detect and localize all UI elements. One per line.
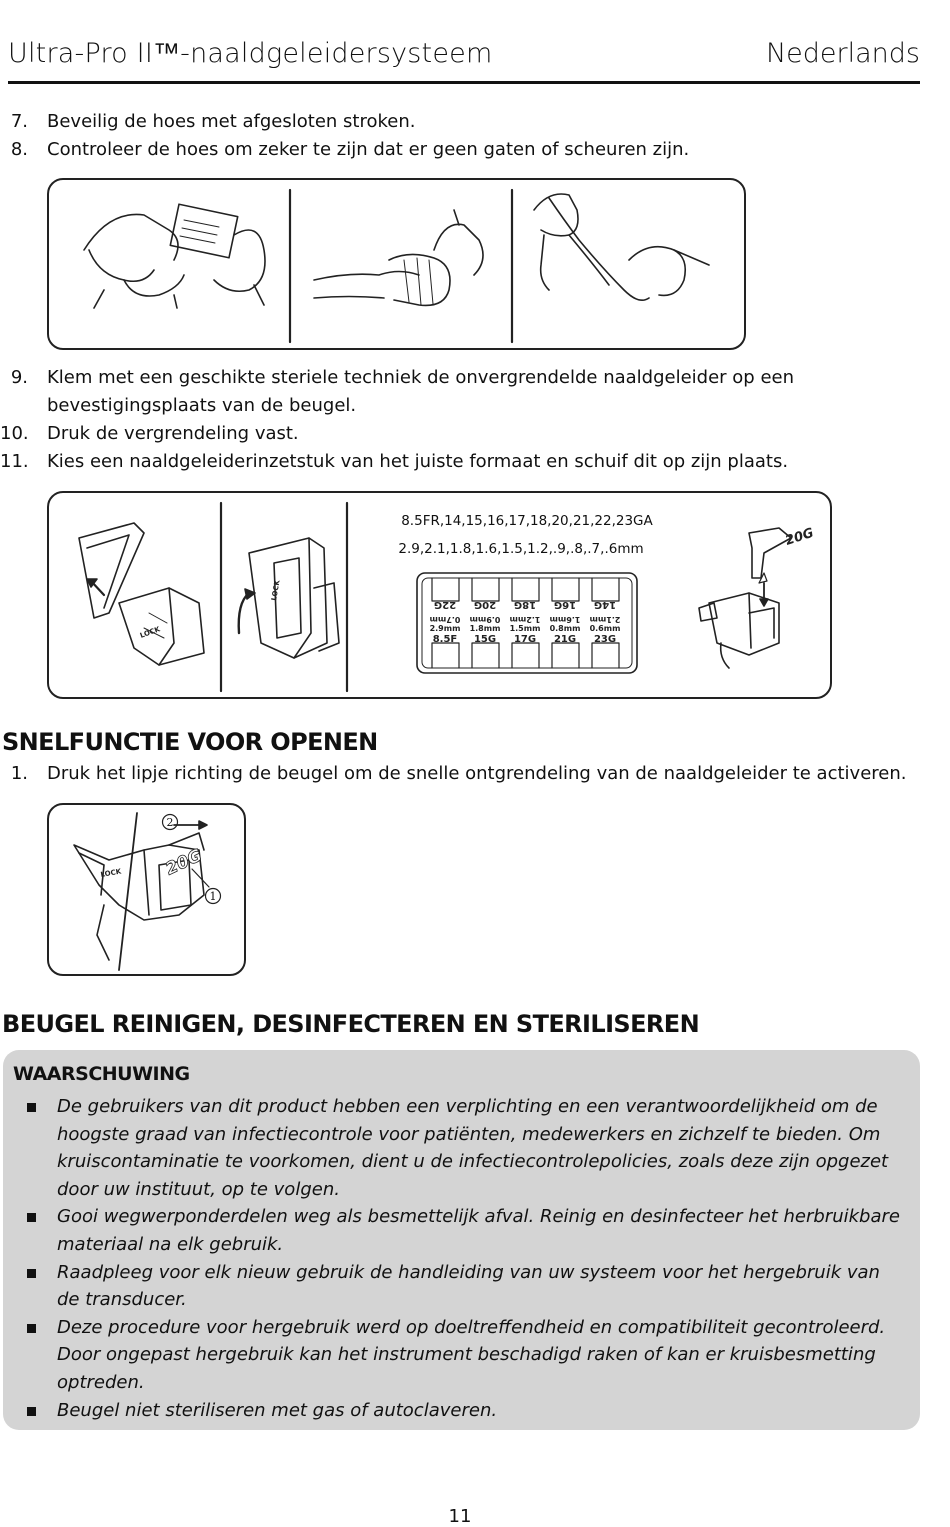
cover-illustration-panel <box>47 178 746 350</box>
insert-bottom-mm: 2.9mm <box>429 624 461 633</box>
step-text: Druk de vergrendeling vast. <box>47 423 299 444</box>
warning-box <box>3 1050 920 1430</box>
step-list-b <box>0 364 930 476</box>
step-number: 1. <box>10 763 28 784</box>
hands-checking-cover-illustration <box>534 194 709 300</box>
list-item <box>0 364 930 420</box>
step-number: 8. <box>10 139 28 160</box>
bullet-icon <box>27 1269 36 1278</box>
insert-bottom-mm: 0.6mm <box>589 624 621 633</box>
section-heading-quick-release: SNELFUNCTIE VOOR OPENEN <box>2 728 378 756</box>
gauge-list-text: 8.5FR,14,15,16,17,18,20,21,22,23GA <box>401 513 653 529</box>
insert-top-mm: 2.1mm <box>589 615 621 624</box>
section-heading-cleaning: BEUGEL REINIGEN, DESINFECTEREN EN STERILISEREN <box>2 1010 700 1038</box>
list-item <box>3 1259 908 1314</box>
insert-top-mm: 0.9mm <box>469 615 501 624</box>
bracket-insert-panel <box>47 491 832 699</box>
mm-list-text: 2.9,2.1,1.8,1.6,1.5,1.2,.9,.8,.7,.6mm <box>398 541 644 557</box>
insert-top-mm: 1.6mm <box>549 615 581 624</box>
bullet-icon <box>27 1407 36 1416</box>
list-item <box>0 136 930 164</box>
bullet-icon <box>27 1103 36 1112</box>
insert-bottom-label: 15G <box>473 634 497 645</box>
bracket-insert-illustrations <box>49 493 832 699</box>
bullet-icon <box>27 1324 36 1333</box>
step-number: 10. <box>0 423 29 444</box>
warning-text: Beugel niet steriliseren met gas of autoclaveren. <box>57 1399 498 1421</box>
warning-text: De gebruikers van dit product hebben een verplichting en een verantwoordelijkheid om de hoogste graad van infectiecontrole voor patiënten, medewerkers en zichzelf te bieden. Om kruiscontaminatie te voorkomen, dient u de infectiecontrolepolicies, zoals deze zijn opgezet door uw instituut, op te volgen. <box>57 1096 889 1200</box>
list-item <box>0 108 930 136</box>
callout-2: 2 <box>166 816 174 829</box>
page-number: 11 <box>448 1506 472 1527</box>
insert-bottom-mm: 0.8mm <box>549 624 581 633</box>
insert-bottom-label: 8.5F <box>432 634 458 645</box>
cover-illustrations <box>49 180 746 350</box>
insert-bottom-label: 23G <box>593 634 617 645</box>
callout-1: 1 <box>209 890 217 903</box>
step-text: Beveilig de hoes met afgesloten stroken. <box>47 111 416 132</box>
list-item <box>3 1397 908 1425</box>
insert-top-label: 18G <box>513 599 537 610</box>
list-item <box>3 1203 908 1258</box>
lock-label: LOCK <box>138 625 162 640</box>
bracket-clamp-illustration <box>79 523 204 665</box>
warning-text: Deze procedure voor hergebruik werd op doeltreffendheid en compatibiliteit gecontroleerd. Door ongepast hergebruik kan het instrument beschadigd raken of kan er kruisbesmetting optreden. <box>57 1316 886 1393</box>
list-item <box>3 1093 908 1203</box>
insert-top-label: 16G <box>553 599 577 610</box>
insert-tag-illustration <box>699 528 791 668</box>
insert-top-mm: 1.2mm <box>509 615 541 624</box>
lock-label: LOCK <box>270 579 282 602</box>
insert-bottom-label: 17G <box>513 634 537 645</box>
insert-top-label: 14G <box>593 599 617 610</box>
warning-title: WAARSCHUWING <box>13 1063 190 1085</box>
step-text: Klem met een geschikte steriele techniek de onvergrendelde naaldgeleider op een bevestigingsplaats van de beugel. <box>47 367 795 416</box>
document-title: Ultra-Pro II™-naaldgeleidersysteem <box>8 38 493 69</box>
list-item <box>3 1314 908 1397</box>
warning-text: Gooi wegwerponderdelen weg als besmettelijk afval. Reinig en desinfecteer het herbruikbare materiaal na elk gebruik. <box>57 1206 900 1255</box>
lock-press-illustration <box>239 538 339 658</box>
insert-bottom-mm: 1.5mm <box>509 624 541 633</box>
tag-label: 20G <box>783 525 816 549</box>
insert-bottom-label: 21G <box>553 634 577 645</box>
insert-top-mm: 0.7mm <box>429 615 461 624</box>
warning-text: Raadpleeg voor elk nieuw gebruik de handleiding van uw systeem voor het hergebruik van de transducer. <box>57 1261 880 1311</box>
lock-label: LOCK <box>99 867 122 879</box>
tag-label: 20G <box>162 845 206 880</box>
warning-list <box>3 1093 908 1424</box>
language-label: Nederlands <box>765 38 920 69</box>
quick-release-panel <box>47 803 246 976</box>
step-list-quick <box>0 760 930 788</box>
step-text: Druk het lipje richting de beugel om de snelle ontgrendeling van de naaldgeleider te activeren. <box>47 763 907 784</box>
page-header <box>8 38 920 84</box>
step-text: Controleer de hoes om zeker te zijn dat er geen gaten of scheuren zijn. <box>47 139 690 160</box>
list-item <box>0 448 930 476</box>
insert-top-label: 22G <box>433 599 457 610</box>
insert-top-label: 20G <box>473 599 497 610</box>
step-text: Kies een naaldgeleiderinzetstuk van het juiste formaat en schuif dit op zijn plaats. <box>47 451 789 472</box>
list-item <box>0 420 930 448</box>
hands-opening-pack-illustration <box>84 204 265 308</box>
quick-release-illustration <box>49 805 246 976</box>
step-list-a <box>0 108 930 164</box>
list-item <box>0 760 930 788</box>
bullet-icon <box>27 1213 36 1222</box>
step-number: 7. <box>10 111 28 132</box>
step-number: 11. <box>0 451 29 472</box>
step-number: 9. <box>10 367 28 388</box>
insert-bottom-mm: 1.8mm <box>469 624 501 633</box>
hands-sliding-cover-illustration <box>314 210 483 305</box>
